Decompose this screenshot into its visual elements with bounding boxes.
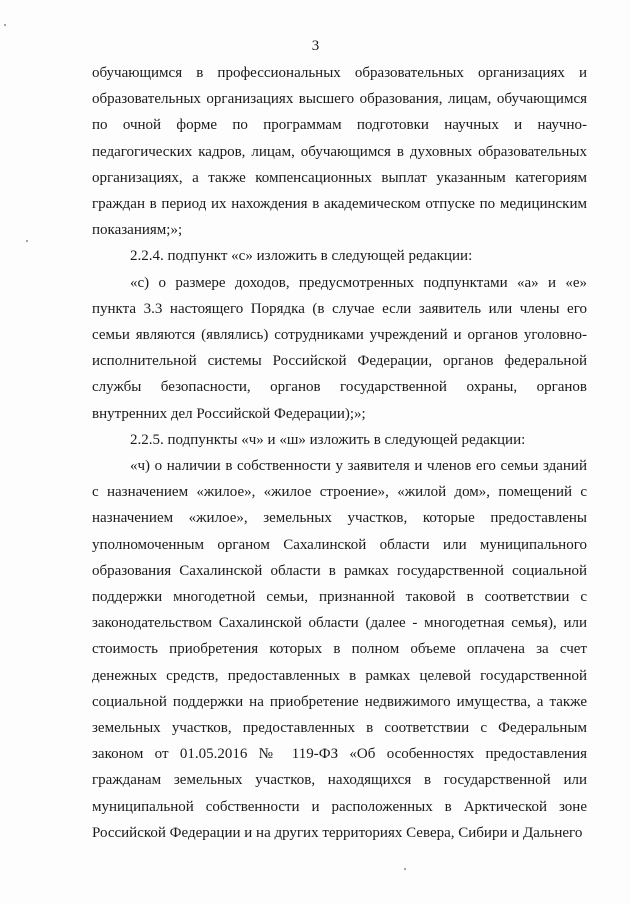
scan-speck [404,868,406,870]
paragraph-continuation: обучающимся в профессиональных образовательных организациях и образовательных организациях высшего образования, лицам, обучающимся по очной форме по программам подготовки научных и научно-педагогических кадров, лицам, обучающимся в духовных образовательных организациях, а также компенсационных выплат указанным категориям граждан в период их нахождения в академическом отпуске по медицинским показаниям;»; [92,65,587,239]
paragraph-subitem-s: «с) о размере доходов, предусмотренных подпунктами «а» и «е» пункта 3.3 настоящего Порядка (в случае если заявитель или члены его семьи являются (являлись) сотрудниками учреждений и органов уголовно-исполнительной системы Российской Федерации, органов федеральной службы безопасности, органов государственной охраны, органов внутренних дел Российской Федерации);»; [92,274,587,422]
paragraph-item-2-2-5: 2.2.5. подпункты «ч» и «ш» изложить в следующей редакции: [130,431,526,448]
scan-speck [26,240,28,242]
scan-speck [4,24,6,26]
document-body [92,60,587,846]
paragraph-item-2-2-4: 2.2.4. подпункт «с» изложить в следующей редакции: [130,248,473,265]
paragraph-subitem-ch: «ч) о наличии в собственности у заявителя и членов его семьи зданий с назначением «жилое», «жилое строение», «жилой дом», помещений с назначением «жилое», земельных участков, которые предоставлены уполномоченным органом Сахалинской области или муниципального образования Сахалинской области в рамках государственной социальной поддержки многодетной семьи, признанной таковой в соответствии с законодательством Сахалинской области (далее - многодетная семья), или стоимость приобретения которых в полном объеме оплачена за счет денежных средств, предоставленных в рамках целевой государственной социальной поддержки на приобретение недвижимого имущества, а также земельных участков, предоставленных в соответствии с Федеральным законом от 01.05.2016 № 119-ФЗ «Об особенностях предоставления гражданам земельных участков, находящихся в государственной или муниципальной собственности и расположенных в Арктической зоне Российской Федерации и на других территориях Севера, Сибири и Дальнего [92,458,587,841]
page-number: 3 [311,38,320,54]
